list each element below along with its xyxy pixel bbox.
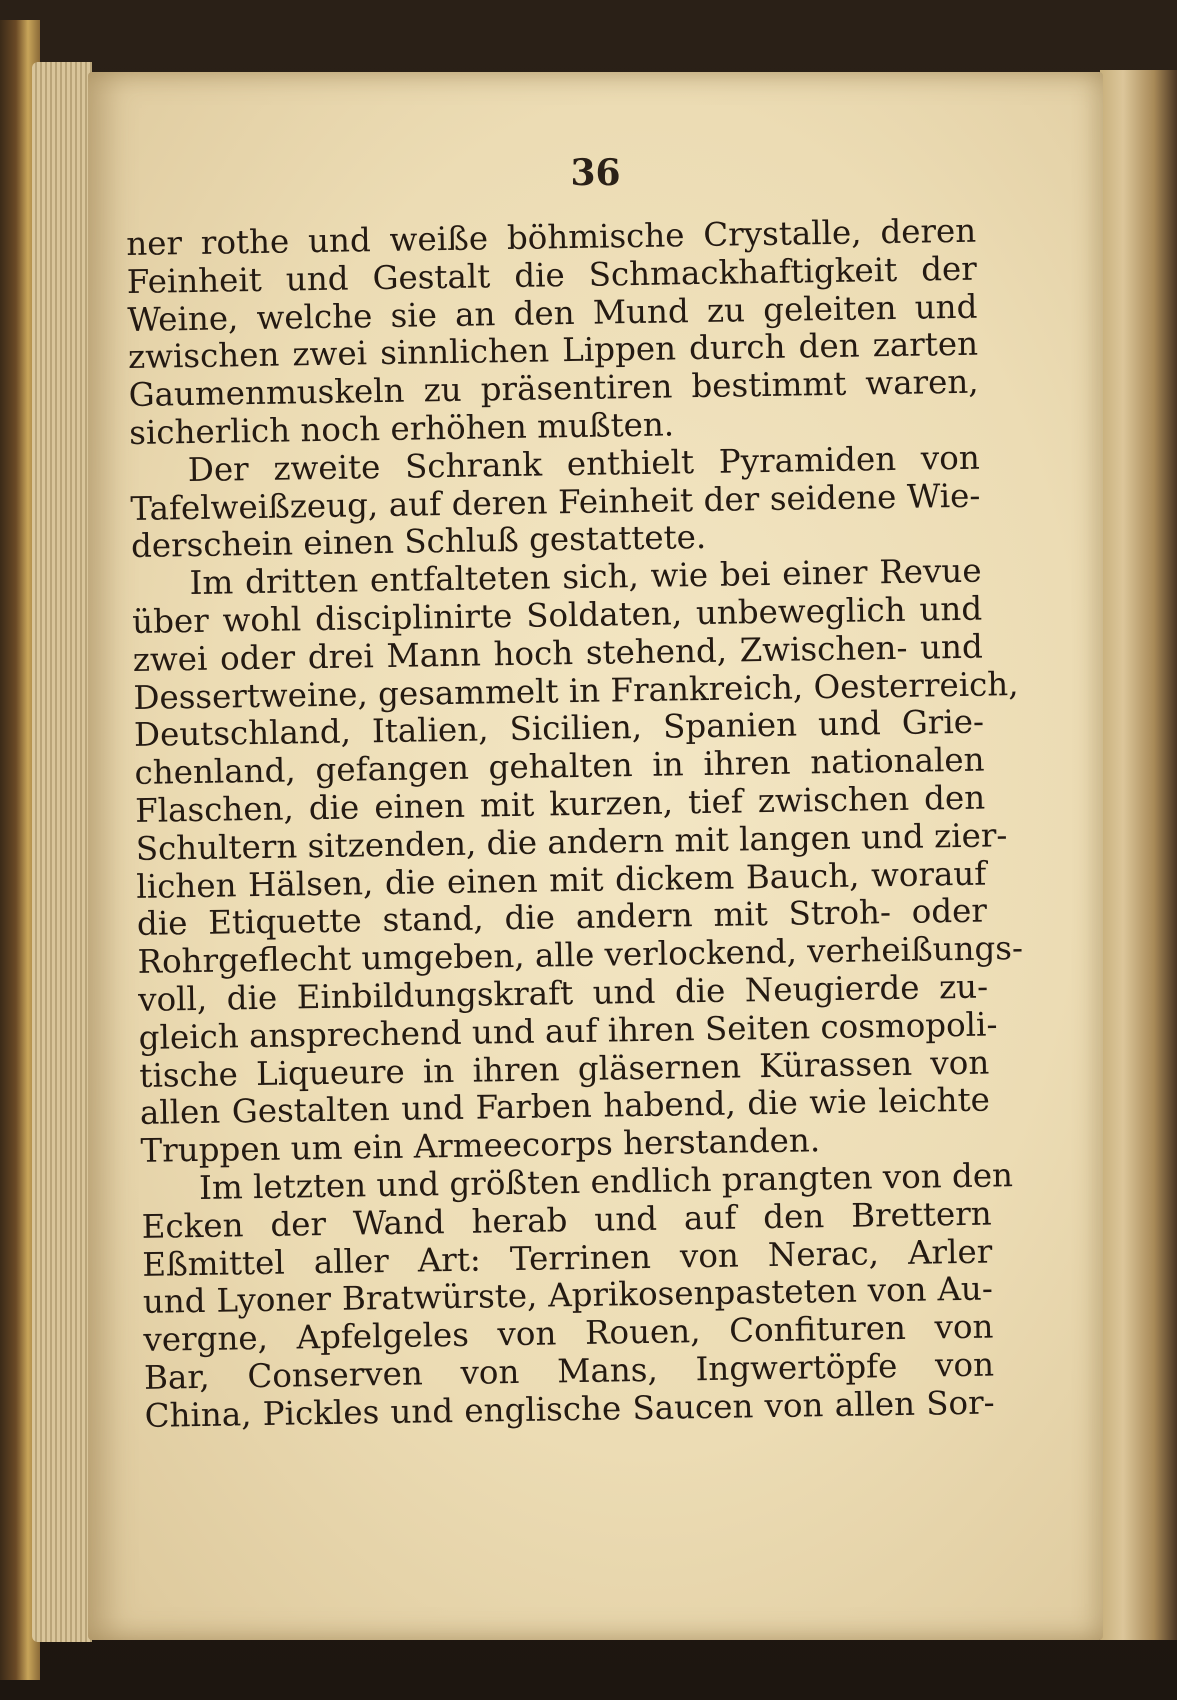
text-line: zwei oder drei Mann hoch stehend, Zwischen- und (132, 627, 984, 679)
body-text (125, 211, 1024, 1436)
text-line: Der zweite Schrank enthielt Pyramiden von (187, 438, 981, 489)
text-line: Weine, welche sie an den Mund zu geleiten und (127, 287, 978, 339)
text-line: Truppen um ein Armeecorps herstanden. (140, 1121, 821, 1171)
page-stack-edges (32, 62, 92, 1642)
page-number: 36 (570, 152, 621, 194)
text-line: Tafelweißzeug, auf deren Feinheit der seidene Wie- (130, 476, 981, 528)
text-line: Gaumenmuskeln zu präsentiren bestimmt waren, (128, 362, 979, 415)
text-line: Schultern sitzenden, die andern mit langen und zier- (135, 815, 1008, 868)
text-line: allen Gestalten und Farben habend, die wie leichte (139, 1080, 991, 1133)
text-line: Bar, Conserven von Mans, Ingwertöpfe von (143, 1345, 995, 1397)
text-line: gleich ansprechend und auf ihren Seiten cosmopoli- (138, 1005, 998, 1057)
text-line: Flaschen, die einen mit kurzen, tief zwischen den (134, 778, 986, 830)
text-line: Im dritten entfalteten sich, wie bei einer Revue (189, 551, 982, 603)
right-page-edge (1100, 70, 1177, 1640)
text-line: chenland, gefangen gehalten in ihren nationalen (134, 740, 985, 793)
text-line: ner rothe und weiße böhmische Crystalle, deren (125, 211, 977, 263)
text-line: Feinheit und Gestalt die Schmackhaftigkeit der (126, 249, 978, 301)
text-line: Eßmittel aller Art: Terrinen von Nerac, Arler (142, 1232, 993, 1284)
text-line: Im letzten und größten endlich prangten von den (198, 1156, 1014, 1207)
text-line: über wohl disciplinirte Soldaten, unbeweglich und (131, 589, 983, 641)
text-line: lichen Hälsen, die einen mit dickem Bauch, worauf (136, 854, 987, 906)
text-line: vergne, Apfelgeles von Rouen, Confituren von (143, 1307, 994, 1359)
text-line: die Etiquette stand, die andern mit Stroh- oder (136, 891, 988, 944)
text-line: China, Pickles und englische Saucen von allen Sor- (144, 1383, 995, 1435)
text-line: Dessertweine, gesammelt in Frankreich, Oesterreich, (133, 664, 1019, 717)
text-line: und Lyoner Bratwürste, Aprikosenpasteten von Au- (142, 1269, 994, 1322)
text-line: tische Liqueure in ihren gläsernen Kürassen von (139, 1043, 990, 1095)
text-line: voll, die Einbildungskraft und die Neugierde zu- (137, 967, 989, 1019)
text-line: Rohrgeflecht umgeben, alle verlockend, verheißungs- (137, 929, 1024, 982)
text-line: zwischen zwei sinnlichen Lippen durch den zarten (127, 325, 979, 377)
text-line: sicherlich noch erhöhen mußten. (128, 405, 675, 452)
text-line: Deutschland, Italien, Sicilien, Spanien und Grie- (133, 702, 985, 755)
text-line: derschein einen Schluß gestattete. (130, 518, 707, 566)
text-line: Ecken der Wand herab und auf den Brettern (141, 1194, 992, 1246)
